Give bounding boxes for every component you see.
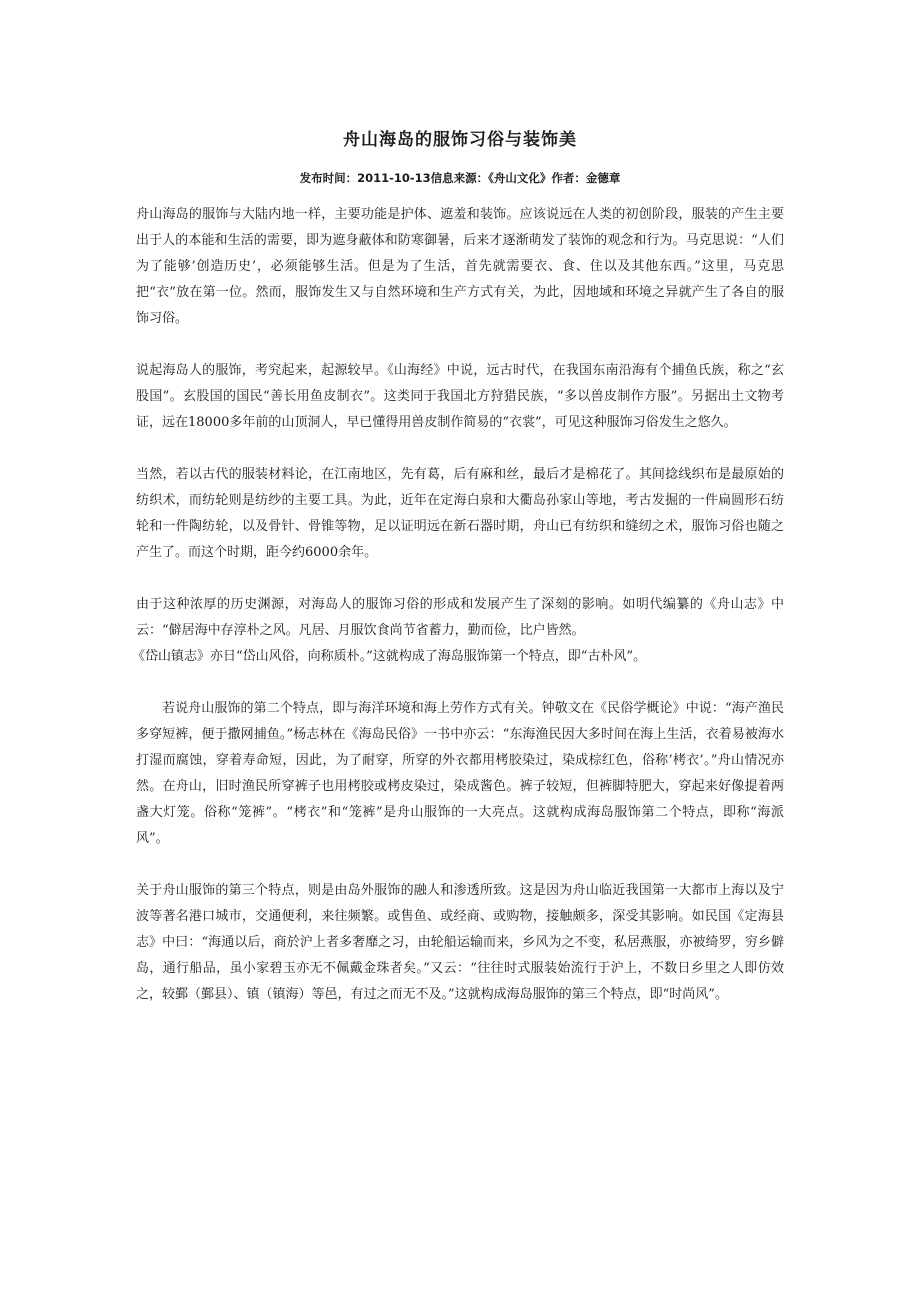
article-title: 舟山海岛的服饰习俗与装饰美 xyxy=(343,130,577,150)
paragraph-5: 若说舟山服饰的第二个特点，即与海洋环境和海上劳作方式有关。钟敬文在《民俗学概论》中说：“海产渔民多穿短裤，便于撒网捕鱼。”杨志林在《海岛民俗》一书中亦云：“东海渔民因大多时间在海上生活，衣着易被海水打湿而腐蚀，穿着寿命短，因此，为了耐穿，所穿的外衣都用栲胶染过，染成棕红色，俗称’栲衣’。”舟山情况亦然。在舟山，旧时渔民所穿裤子也用栲胶或栲皮染过，染成酱色。裤子较短，但裤脚特肥大，穿起来好像提着两盏大灯笼。俗称“笼裤”。“栲衣”和“笼裤”是舟山服饰的一大亮点。这就构成海岛服饰第二个特点，即称“海派风”。 xyxy=(136,701,784,846)
paragraph-1: 舟山海岛的服饰与大陆内地一样，主要功能是护体、遮羞和装饰。应该说远在人类的初创阶段，服装的产生主要出于人的本能和生活的需要，即为遮身蔽体和防寒御暑，后来才逐渐萌发了装饰的观念和行为。马克思说：“人们为了能够’创造历史’，必须能够生活。但是为了生活，首先就需要衣、食、住以及其他东西。”这里，马克思把“衣”放在第一位。然而，服饰发生又与自然环境和生产方式有关，为此，因地域和环境之异就产生了各自的服饰习俗。 xyxy=(136,207,784,326)
publish-date: 2011-10-13 xyxy=(357,171,431,185)
article-body xyxy=(132,202,784,1034)
author-label: 作者： xyxy=(551,171,586,185)
paragraph-3: 当然，若以古代的服装材料论，在江南地区，先有葛，后有麻和丝，最后才是棉花了。其间捻线织布是最原始的纺织术，而纺轮则是纺纱的主要工具。为此，近年在定海白泉和大衢岛孙家山等地，考古发掘的一件扁圆形石纺轮和一件陶纺轮，以及骨针、骨锥等物，足以证明远在新石器时期，舟山已有纺织和缝纫之术，服饰习俗也随之产生了。而这个时期，距今约6000余年。 xyxy=(136,467,784,560)
paragraph-4 xyxy=(132,592,784,670)
paragraph-4-continuation: 《岱山镇志》亦日“岱山风俗，向称质朴。”这就构成了海岛服饰第一个特点，即“古朴风”。 xyxy=(132,649,647,664)
source-name: 《舟山文化》 xyxy=(488,171,552,185)
author-name: 金德章 xyxy=(585,171,621,185)
source-label: 信息来源： xyxy=(430,171,489,185)
paragraph-4-text: 由于这种浓厚的历史渊源，对海岛人的服饰习俗的形成和发展产生了深刻的影响。如明代编纂的《舟山志》中云：“僻居海中存淳朴之风。凡居、月服饮食尚节省蓄力，勤而俭，比户皆然。 xyxy=(136,597,784,638)
date-label: 发布时间： xyxy=(299,171,358,185)
article-meta xyxy=(0,170,920,186)
paragraph-6: 关于舟山服饰的第三个特点，则是由岛外服饰的融人和渗透所致。这是因为舟山临近我国第一大都市上海以及宁波等著名港口城市，交通便利，来往频繁。或售鱼、或经商、或购物，接触颇多，深受其影响。如民国《定海县志》中曰：“海通以后，商於沪上者多奢靡之习，由轮船运输而来，乡风为之不变，私居燕服，亦被绮罗，穷乡僻岛，通行船品，虽小家碧玉亦无不佩戴金珠者矣。”又云：“往往时式服装始流行于沪上，不数日乡里之人即仿效之，较鄞（鄞县）、镇（镇海）等邑，有过之而无不及。”这就构成海岛服饰的第三个特点，即“时尚风”。 xyxy=(136,883,784,1002)
paragraph-2: 说起海岛人的服饰，考究起来，起源较早。《山海经》中说，远古时代，在我国东南沿海有个捕鱼氏族，称之“玄股国”。玄股国的国民“善长用鱼皮制衣”。这类同于我国北方狩猎民族，“多以兽皮制作方服”。另据出土文物考证，远在18000多年前的山顶洞人，早已懂得用兽皮制作简易的“衣裳”，可见这种服饰习俗发生之悠久。 xyxy=(136,363,784,430)
